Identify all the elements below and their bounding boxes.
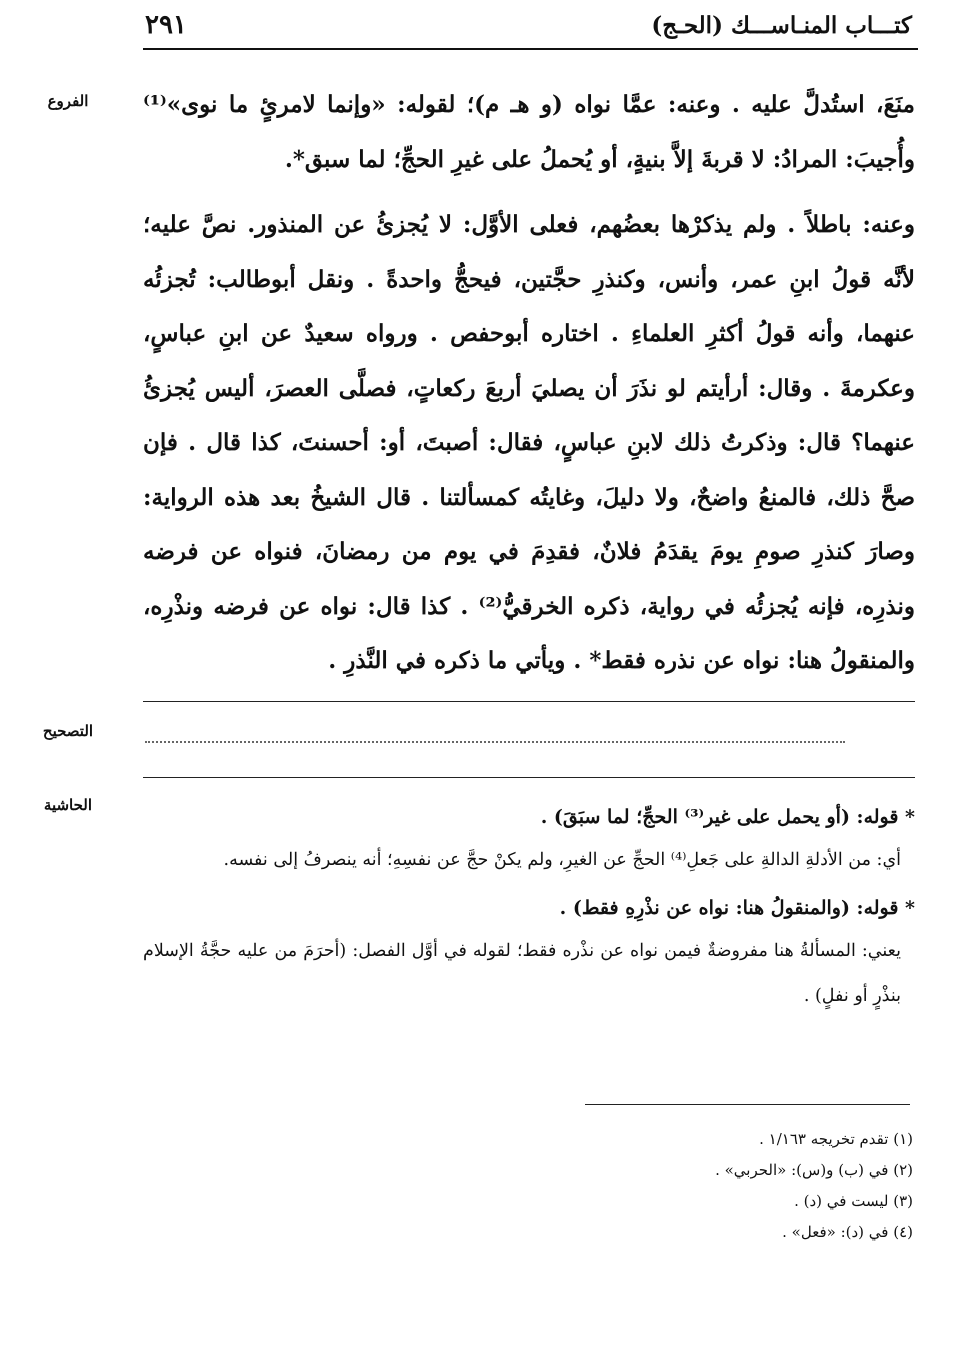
header-rule — [143, 48, 918, 50]
tashih-rule — [143, 777, 915, 778]
main-paragraph-1: منَعَ، استُدلَّ عليه . وعنه: عمَّا نواه (و هـ م)؛ لقوله: «وإنما لامرئٍ ما نوى»⁽¹⁾ وأُجيبَ: المرادُ: لا قربةَ إلاَّ بنيةٍ، أو يُحملُ على غيرِ الحجِّ؛ لما سبق*. — [143, 91, 915, 173]
margin-label-furu: الفروع — [47, 92, 89, 110]
main-paragraph-2: وعنه: باطلاً . ولم يذكرْها بعضُهم، فعلى الأوَّل: لا يُجزئُ عن المنذور. نصَّ عليه؛ لأنَّه قولُ ابنِ عمر، وأنس، وكنذرِ حجَّتين، فيحجُّ واحدةً . ونقل أبوطالب: تُجزئُه عنهما، وأنه قولُ أكثرِ العلماءِ . اختاره أبوحفص . ورواه سعيدٌ عن ابنِ عباسٍ، وعكرمةَ . وقال: أرأيتم لو نذَرَ أن يصليَ أربعَ ركعاتٍ، فصلَّى العصرَ، أليس يُجزئُ عنهما؟ قال: وذكرتُ ذلك لابنِ عباسٍ، فقال: أصبتَ، أو: أحسنتَ، كذا قال . فإن صحَّ ذلك، فالمنعُ واضحٌ، ولا دليلَ، وغايتُه كمسألتنا . قال الشيخُ بعد هذه الرواية: وصارَ كنذرِ صومِ يومَ يقدَمُ فلانٌ، فقدِمَ في يوم من رمضانَ، فنواه عن فرضه ونذرِه، فإنه يُجزئُه في رواية، ذكره الخرقيُّ⁽²⁾ . كذا قال: نواه عن فرضه ونذْرِه، والمنقولُ هنا: نواه عن نذره فقط* . ويأتي ما ذكره في النَّذرِ . — [143, 211, 915, 674]
footnotes — [143, 1124, 913, 1248]
hashiya-body-1: أي: من الأدلةِ الدالةِ على جَعلِ⁽⁴⁾ الحجِّ عن الغيرِ، ولم يكنْ حجَّ عن نفسِهِ؛ أنه ينصرفُ إلى نفسه. — [223, 850, 901, 870]
footnote-item: (٣) ليست في (د) . — [794, 1192, 913, 1210]
margin-label-tashih: التصحيح — [42, 722, 94, 740]
main-text — [143, 78, 915, 689]
margin-label-hashiya: الحاشية — [43, 796, 93, 814]
tashih-dotted-line — [145, 741, 845, 745]
footnote-item: (٤) في (د): «فعل» . — [782, 1223, 913, 1241]
book-title: كتـــاب المنـاســـك (الحـج) — [651, 12, 912, 39]
hashiya-heading-2: * قوله: (والمنقولُ هنا: نواه عن نذْرِهِ فقط) . — [559, 897, 915, 919]
footnote-item: (١) تقدم تخريجه ١/١٦٣ . — [759, 1130, 913, 1148]
hashiya-heading-1: * قوله: (أو يحمل على غير⁽³⁾ الحجِّ؛ لما سبَقَ) . — [540, 806, 915, 828]
hashiya-body-2: يعني: المسألةُ هنا مفروضةٌ فيمن نواه عن نذْره فقط؛ لقوله في أوَّل الفصل: (أحرَمَ من عليه حجَّةُ الإسلام بنذْرٍ أو نفلٍ) . — [143, 941, 901, 1006]
footnote-item: (٢) في (ب) و(س): «الحربي» . — [715, 1161, 913, 1179]
main-text-rule — [143, 701, 915, 702]
footnote-rule — [585, 1104, 910, 1105]
hashiya-section — [143, 802, 915, 1019]
page-number: ٢٩١ — [145, 10, 187, 40]
